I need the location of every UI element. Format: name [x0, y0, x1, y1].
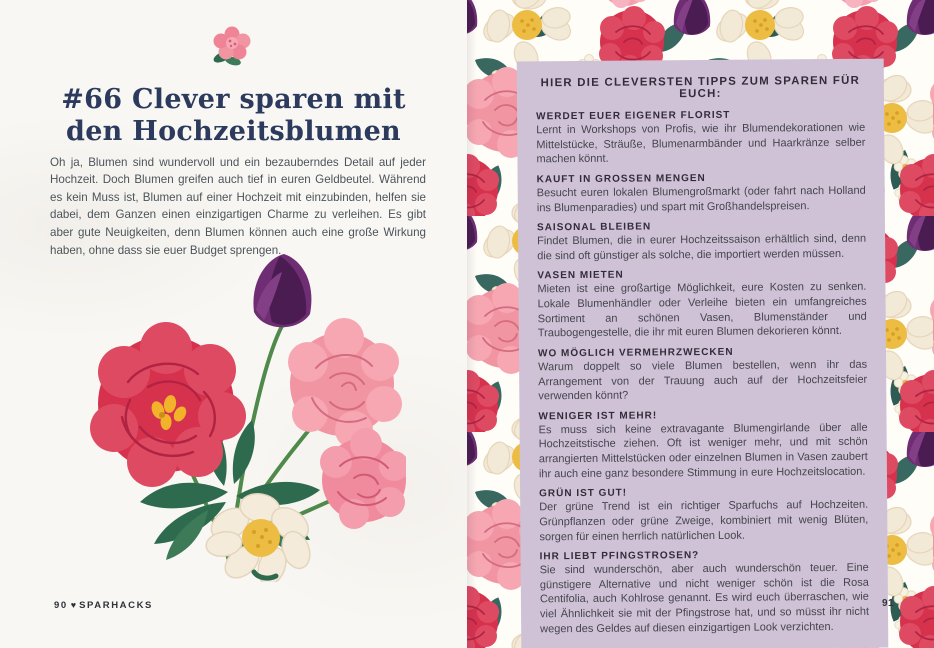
tip-heading: GRÜN IST GUT!	[539, 487, 628, 500]
tip-heading: SAISONAL BLEIBEN	[536, 221, 652, 234]
tip-heading: WO MÖGLICH VERMEHRZWECKEN	[537, 346, 734, 360]
tips-box	[517, 59, 889, 648]
footer-left	[54, 600, 153, 611]
page-title-line1: #66 Clever sparen mit	[61, 84, 406, 116]
tip-item	[539, 486, 868, 544]
tip-heading: KAUFT IN GROSSEN MENGEN	[536, 172, 706, 186]
purple-tulip	[253, 254, 311, 327]
page-number-left: 90	[54, 600, 68, 611]
tip-body: Warum doppelt so viele Blumen bestellen, wenn ihr das Arrangement von der Trauung auch auf der Hochzeitsfeier verwenden könnt?	[538, 358, 868, 403]
pink-rose-small	[320, 428, 406, 529]
pink-rose-large	[288, 318, 402, 449]
tip-heading: IHR LIEBT PFINGSTROSEN?	[539, 550, 700, 563]
tip-item	[540, 549, 870, 637]
page-title	[30, 84, 437, 148]
page-title-line2: den Hochzeitsblumen	[66, 115, 401, 147]
tip-body: Der grüne Trend ist ein richtiger Sparfuchs auf Hochzeiten. Grünpflanzen oder grüne Zweige, kombiniert mit wenig Blüten, sorgen für einen herrlich natürlichen Look.	[539, 498, 869, 543]
tip-item	[538, 408, 868, 481]
tip-item	[538, 346, 867, 404]
tip-body: Mieten ist eine großartige Möglichkeit, eure Kosten zu senken. Lokale Blumenhändler oder Verleihe bieten ein umfangreiches Sortiment an schönen Vasen, Blumenständer und Traubogengestelle, die ihr mit euren Blumen dekorieren könnt.	[537, 281, 867, 340]
right-page	[467, 0, 934, 648]
tip-item	[537, 220, 866, 264]
tip-heading: WERDET EUER EIGENER FLORIST	[536, 109, 731, 123]
tip-body: Sie sind wunderschön, aber auch wunderschön teuer. Eine günstigere Alternative und nicht weniger schön ist die Rosa Centifolia, auch Kohlrose genannt. Es wird euch überraschen, wie viel Ähnlichkeit sie mit der Pfingstrose hat, und so müsst ihr nicht wegen des Geldes auf diesen einzigartigen Look verzichten.	[539, 561, 870, 635]
tip-item	[537, 172, 866, 216]
page-number-right: 91	[882, 598, 895, 609]
tip-item	[537, 268, 867, 341]
tip-body: Findet Blumen, die in eurer Hochzeitssaison erhältlich sind, denn die sind oft günstiger als solche, die importiert werden müssen.	[537, 232, 867, 263]
bouquet-illustration	[58, 252, 406, 582]
tip-heading: WENIGER IST MEHR!	[538, 410, 658, 423]
heart-icon: ♥	[70, 600, 77, 610]
tip-heading: VASEN MIETEN	[537, 269, 624, 282]
footer-label: SPARHACKS	[79, 600, 153, 611]
tip-body: Besucht euren lokalen Blumengroßmarkt (oder fahrt nach Holland ins Blumenparadies) und spart mit Großhandelspreisen.	[536, 184, 866, 214]
tip-body: Es muss sich keine extravagante Blumengirlande über alle Hochzeitstische ziehen. Oft ist weniger mehr, und mit schön arrangierten Mittelstücken oder einzelnen Blumen in Vasen zaubert ihr auch eine ganz besondere Stimmung in eure Hochzeitslocation.	[538, 421, 868, 480]
tip-item	[536, 109, 865, 167]
tip-body: Lernt in Workshops von Profis, wie ihr Blumendekorationen wie Mittelstücke, Sträuße, Blumenarmbänder und Haarkränze selber machen könnt.	[536, 121, 866, 166]
small-blossom-icon	[200, 10, 264, 74]
intro-paragraph: Oh ja, Blumen sind wundervoll und ein bezauberndes Detail auf jeder Hochzeit. Doch Blumen greifen auch tief in euren Geldbeutel. Während es kein Muss ist, Blumen auf einer Hochzeit mit einzubinden, helfen sie dabei, dem Ganzen einen einzigartigen Charme zu verleihen. Es gibt aber gute Neuigkeiten, denn Blumen können auch eine große Wirkung haben, ohne dass sie euer Budget sprengen.	[50, 155, 426, 257]
tips-box-header: HIER DIE CLEVERSTEN TIPPS ZUM SPAREN FÜR EUCH:	[540, 74, 861, 101]
